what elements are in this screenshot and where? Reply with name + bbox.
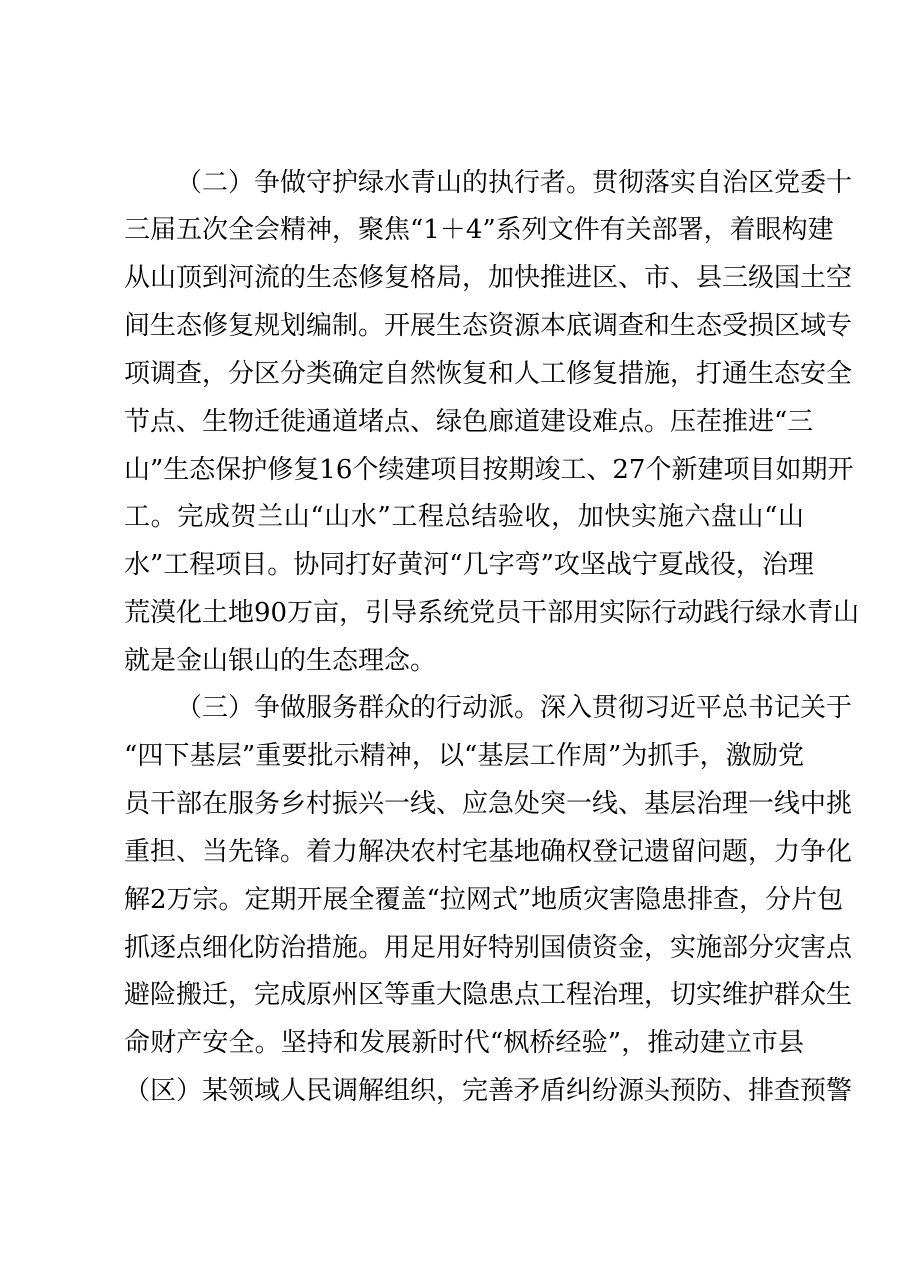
paragraph-2-line-8: 命财产安全。坚持和发展新时代“枫桥经验”，推动建立市县 [124, 1028, 804, 1058]
paragraph-1-line-1: （二）争做守护绿水青山的执行者。贯彻落实自治区党委十 [176, 168, 853, 198]
paragraph-2-line-2: “四下基层”重要批示精神，以“基层工作周”为抓手，激励党 [124, 741, 804, 771]
paragraph-1-line-6: 节点、生物迁徙通道堵点、绿色廊道建设难点。压茬推进“三 [124, 407, 814, 437]
paragraph-1-line-9: 水”工程项目。协同打好黄河“几字弯”攻坚战宁夏战役，治理 [124, 550, 814, 580]
paragraph-1-line-4: 间生态修复规划编制。开展生态资源本底调查和生态受损区域专 [124, 311, 853, 341]
paragraph-1-line-8: 工。完成贺兰山“山水”工程总结验收，加快实施六盘山“山 [124, 502, 804, 532]
paragraph-2-line-6: 抓逐点细化防治措施。用足用好特别国债资金，实施部分灾害点 [124, 933, 853, 963]
paragraph-1-line-7: 山”生态保护修复16个续建项目按期竣工、27个新建项目如期开 [124, 455, 854, 485]
paragraph-1-line-10: 荒漠化土地90万亩，引导系统党员干部用实际行动践行绿水青山 [124, 598, 860, 628]
paragraph-1-line-2: 三届五次全会精神，聚焦“1＋4”系列文件有关部署，着眼构建 [124, 215, 834, 245]
paragraph-1-line-3: 从山顶到河流的生态修复格局，加快推进区、市、县三级国土空 [124, 263, 853, 293]
paragraph-2-line-4: 重担、当先锋。着力解决农村宅基地确权登记遗留问题，力争化 [124, 837, 853, 867]
paragraph-2-line-1: （三）争做服务群众的行动派。深入贯彻习近平总书记关于 [176, 693, 853, 723]
paragraph-1-line-5: 项调查，分区分类确定自然恢复和人工修复措施，打通生态安全 [124, 359, 853, 389]
paragraph-2-line-9: （区）某领域人民调解组织，完善矛盾纠纷源头预防、排查预警 [124, 1076, 853, 1106]
paragraph-1-line-11: 就是金山银山的生态理念。 [124, 646, 437, 676]
paragraph-2-line-3: 员干部在服务乡村振兴一线、应急处突一线、基层治理一线中挑 [124, 789, 853, 819]
paragraph-2-line-7: 避险搬迁，完成原州区等重大隐患点工程治理，切实维护群众生 [124, 980, 853, 1010]
paragraph-2-line-5: 解2万宗。定期开展全覆盖“拉网式”地质灾害隐患排查，分片包 [124, 885, 844, 915]
